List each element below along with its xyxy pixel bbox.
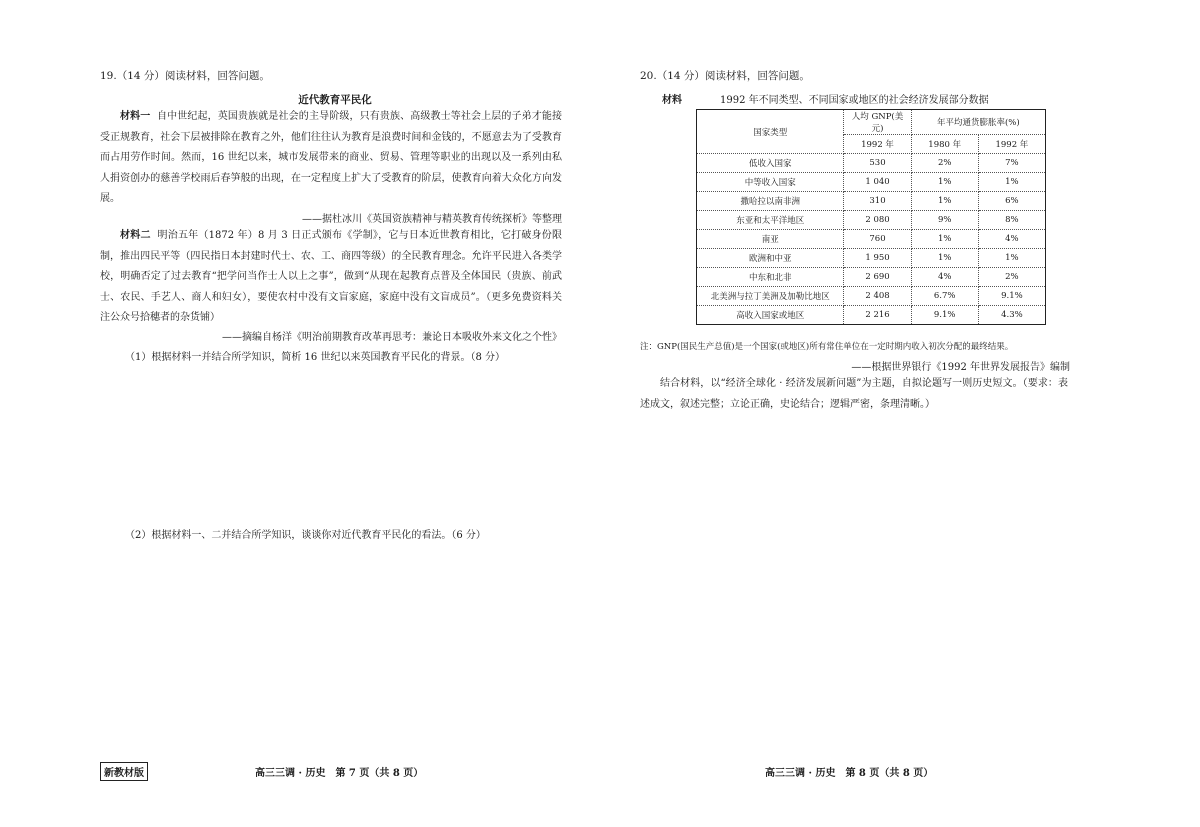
material-two-source: ——摘编自杨洋《明治前期教育改革再思考：兼论日本吸收外来文化之个性》 <box>222 332 562 343</box>
row-1992: 4% <box>978 230 1045 249</box>
table-row <box>697 249 1046 268</box>
row-gnp: 310 <box>844 192 911 211</box>
row-1992: 6% <box>978 192 1045 211</box>
economic-data-table <box>696 109 1046 325</box>
sub-question-2: （2）根据材料一、二并结合所学知识，谈谈你对近代教育平民化的看法。（6 分） <box>125 530 486 541</box>
row-name: 北美洲与拉丁美洲及加勒比地区 <box>697 287 844 306</box>
material-one-text: 自中世纪起，英国贵族就是社会的主导阶级，只有贵族、高级教士等社会上层的子弟才能接受正规教育，社会下层被排除在教育之外，他们往往认为教育是浪费时间和金钱的，不愿意去为了受教育而占用劳作时间。然而，16 世纪以来，城市发展带来的商业、贸易、管理等职业的出现以及一系列由私人捐资创办的慈善学校雨后春笋般的出现，在一定程度上扩大了受教育的阶层，使教育向着大众化方向发展。 <box>100 111 563 204</box>
row-gnp: 2 080 <box>844 211 911 230</box>
row-1980: 1% <box>911 249 978 268</box>
material-title: 近代教育平民化 <box>298 94 372 106</box>
row-1980: 2% <box>911 154 978 173</box>
row-name: 撒哈拉以南非洲 <box>697 192 844 211</box>
row-name: 中东和北非 <box>697 268 844 287</box>
table-row <box>697 230 1046 249</box>
row-1992: 1% <box>978 249 1045 268</box>
row-name: 高收入国家或地区 <box>697 306 844 325</box>
material-one-source: ——据杜冰川《英国资族精神与精英教育传统探析》等整理 <box>302 214 562 225</box>
header-country-type: 国家类型 <box>697 110 844 154</box>
table-note: 注：GNP(国民生产总值)是一个国家(或地区)所有常住单位在一定时期内收入初次分配的最终结果。 <box>640 342 1014 352</box>
row-name: 低收入国家 <box>697 154 844 173</box>
row-gnp: 2 690 <box>844 268 911 287</box>
row-gnp: 1 950 <box>844 249 911 268</box>
row-1980: 4% <box>911 268 978 287</box>
right-page <box>640 0 1070 827</box>
row-name: 东亚和太平洋地区 <box>697 211 844 230</box>
row-gnp: 2 216 <box>844 306 911 325</box>
row-gnp: 1 040 <box>844 173 911 192</box>
header-gnp-year: 1992 年 <box>844 135 911 154</box>
row-gnp: 760 <box>844 230 911 249</box>
material-two <box>100 226 562 329</box>
table-row <box>697 173 1046 192</box>
row-1992: 8% <box>978 211 1045 230</box>
question-20-task: 结合材料，以“经济全球化 · 经济发展新问题”为主题，自拟论题写一则历史短文。（要求：表述成文，叙述完整；立论正确，史论结合；逻辑严密，条理清晰。） <box>640 378 1068 410</box>
edition-badge: 新教材版 <box>100 762 148 781</box>
row-1992: 1% <box>978 173 1045 192</box>
header-inflation: 年平均通货膨胀率(%) <box>911 110 1045 135</box>
material-label: 材料 <box>662 95 682 106</box>
page-footer-right: 高三三调 · 历史 第 8 页（共 8 页） <box>765 768 934 779</box>
material-two-text: 明治五年（1872 年）8 月 3 日正式颁布《学制》，它与日本近世教育相比，它打破身份限制，推出四民平等（四民指日本封建时代士、农、工、商四等级）的全民教育理念。允许平民进入各类学校，明确否定了过去教育“把学问当作士人以上之事”，做到“从现在起教育点普及全体国民（贵族、前武士、农民、手艺人、商人和妇女），要使农村中没有文盲家庭，家庭中没有文盲成员”。（更多免费资料关注公众号拾穗者的杂货铺） <box>100 230 563 323</box>
row-name: 南亚 <box>697 230 844 249</box>
header-gnp: 人均 GNP(美元) <box>844 110 911 135</box>
page-footer-left: 高三三调 · 历史 第 7 页（共 8 页） <box>255 768 424 779</box>
row-1980: 9.1% <box>911 306 978 325</box>
question-19-heading: 19.（14 分）阅读材料，回答问题。 <box>100 70 270 82</box>
table-row <box>697 192 1046 211</box>
table-row <box>697 268 1046 287</box>
row-1980: 6.7% <box>911 287 978 306</box>
material-two-label: 材料二 <box>120 230 151 241</box>
sub-question-1: （1）根据材料一并结合所学知识，简析 16 世纪以来英国教育平民化的背景。（8 分） <box>125 352 505 363</box>
table-row <box>697 154 1046 173</box>
material-one <box>100 107 562 210</box>
table-row <box>697 211 1046 230</box>
row-1980: 1% <box>911 173 978 192</box>
row-1980: 1% <box>911 230 978 249</box>
row-name: 中等收入国家 <box>697 173 844 192</box>
row-1980: 1% <box>911 192 978 211</box>
row-gnp: 2 408 <box>844 287 911 306</box>
row-1992: 9.1% <box>978 287 1045 306</box>
header-1980: 1980 年 <box>911 135 978 154</box>
row-1992: 7% <box>978 154 1045 173</box>
row-1992: 2% <box>978 268 1045 287</box>
row-1980: 9% <box>911 211 978 230</box>
header-1992: 1992 年 <box>978 135 1045 154</box>
table-row <box>697 287 1046 306</box>
table-source: ——根据世界银行《1992 年世界发展报告》编制 <box>851 362 1070 373</box>
question-20-heading: 20.（14 分）阅读材料，回答问题。 <box>640 70 810 82</box>
material-one-label: 材料一 <box>120 111 151 122</box>
left-page <box>100 0 570 827</box>
table-row <box>697 306 1046 325</box>
row-gnp: 530 <box>844 154 911 173</box>
row-name: 欧洲和中亚 <box>697 249 844 268</box>
table-caption: 1992 年不同类型、不同国家或地区的社会经济发展部分数据 <box>720 95 989 106</box>
row-1992: 4.3% <box>978 306 1045 325</box>
